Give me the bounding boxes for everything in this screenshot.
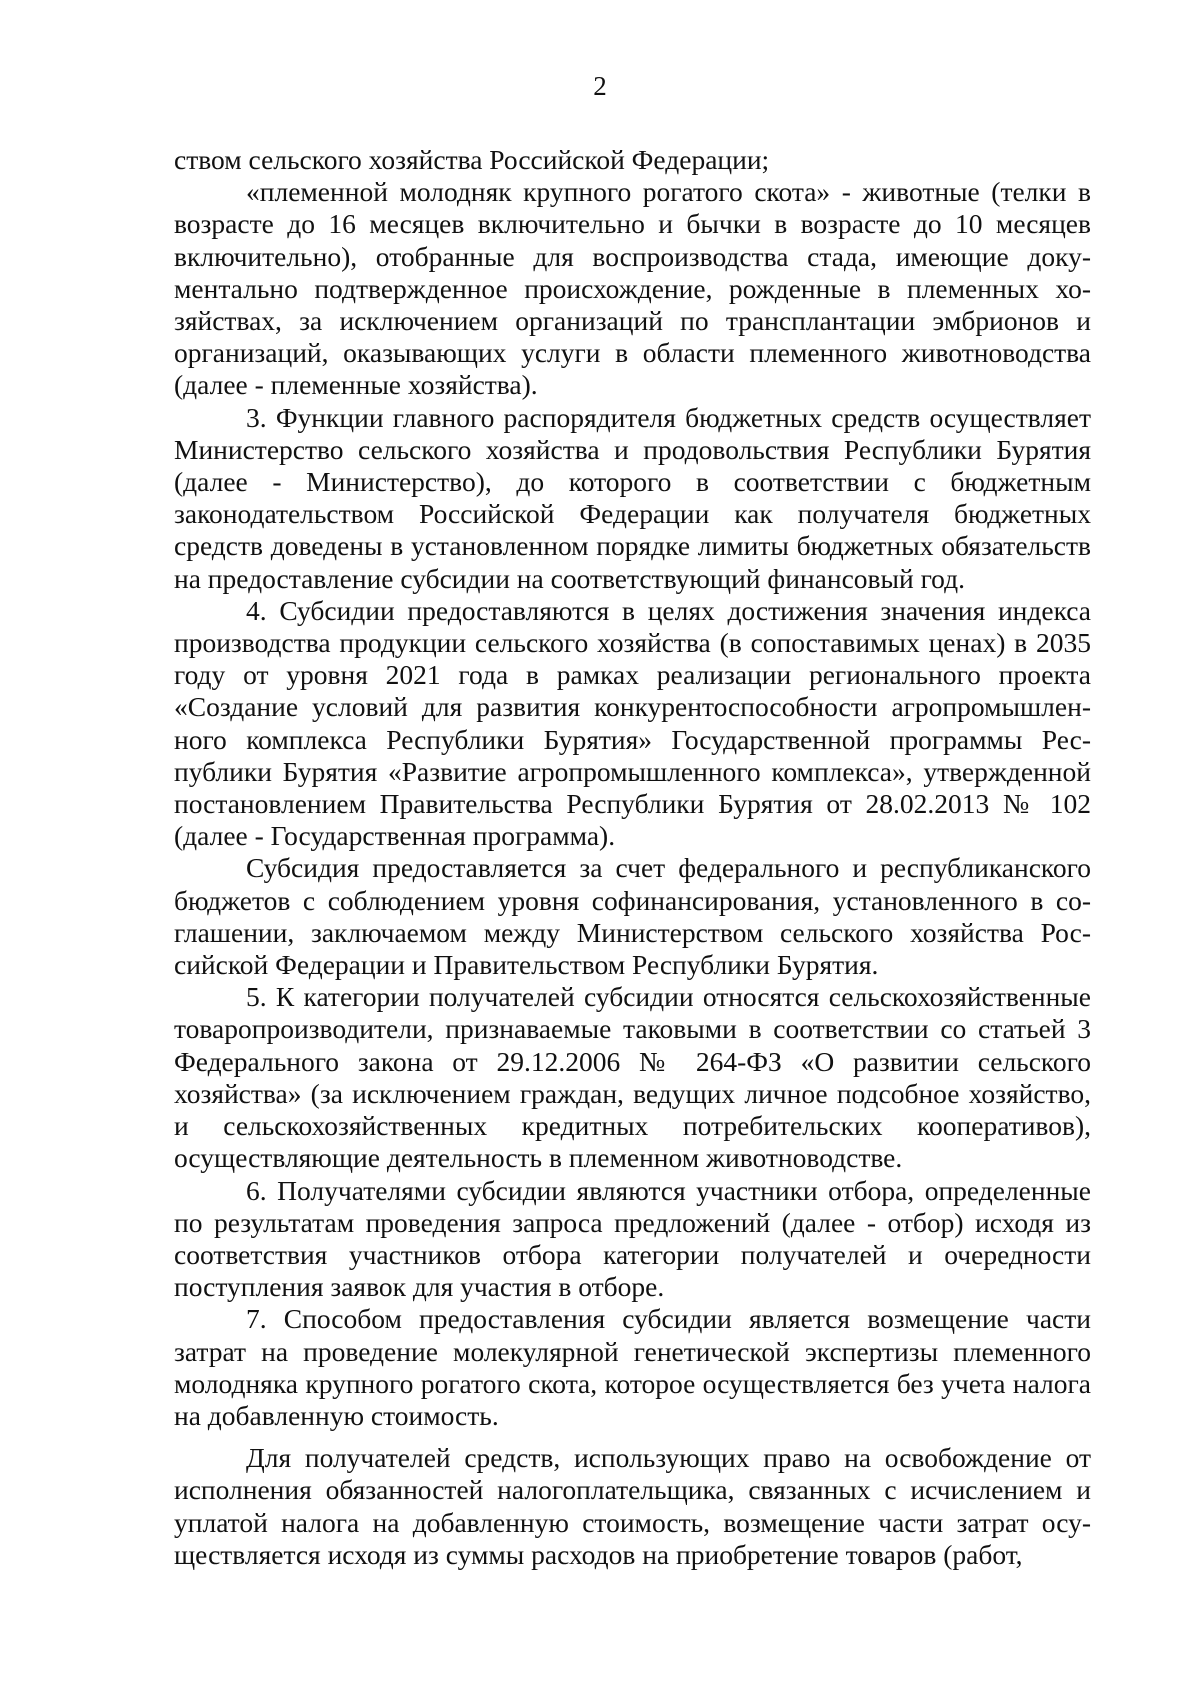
- page-number: 2: [593, 71, 607, 101]
- paragraph-definition-breeding-stock: «племенной молодняк крупного рогатого скота» - животные (телки в возрасте до 16 месяцев включительно и бычки в возрасте до 10 месяцев включительно), отобранные для воспроизводства стада, имеющие документально подтвержденное происхождение, рожденные в племенных хозяйствах, за исключением организаций по трансплантации эмбрионов и организаций, оказывающих услуги в области племенного животноводства (далее - племенные хозяйства).: [174, 176, 1091, 401]
- paragraph-vat-exempt: Для получателей средств, использующих право на освобождение от исполнения обязанностей налогоплательщика, связанных с исчислением и уплатой налога на добавленную стоимость, возмещение части затрат осуществляется исходя из суммы расходов на приобретение товаров (работ,: [174, 1442, 1091, 1570]
- document-body: [174, 144, 1091, 1571]
- paragraph-item-4: 4. Субсидии предоставляются в целях достижения значения индекса производства продукции сельского хозяйства (в сопоставимых ценах) в 2035 году от уровня 2021 года в рамках реализации регионального проекта «Создание условий для развития конкурентоспособности агропромышленного комплекса Республики Бурятия» Государственной программы Республики Бурятия «Развитие агропромышленного комплекса», утвержденной постановлением Правительства Республики Бурятия от 28.02.2013 № 102 (далее - Государственная программа).: [174, 594, 1091, 852]
- paragraph-item-3: 3. Функции главного распорядителя бюджетных средств осуществляет Министерство сельского хозяйства и продовольствия Республики Бурятия (далее - Министерство), до которого в соответствии с бюджетным законодательством Российской Федерации как получателя бюджетных средств доведены в установленном порядке лимиты бюджетных обязательств на предоставление субсидии на соответствующий финансовый год.: [174, 401, 1091, 594]
- paragraph-subsidy-funding: Субсидия предоставляется за счет федерального и республиканского бюджетов с соблюдением уровня софинансирования, установленного в соглашении, заключаемом между Министерством сельского хозяйства Российской Федерации и Правительством Республики Бурятия.: [174, 852, 1091, 981]
- paragraph-continuation: ством сельского хозяйства Российской Федерации;: [174, 144, 770, 175]
- paragraph-item-6: 6. Получателями субсидии являются участники отбора, определенные по результатам проведения запроса предложений (далее - отбор) исходя из соответствия участников отбора категории получателей и очередности поступления заявок для участия в отборе.: [174, 1174, 1091, 1303]
- paragraph-item-5: 5. К категории получателей субсидии относятся сельскохозяйственные товаропроизводители, признаваемые таковыми в соответствии со статьей 3 Федерального закона от 29.12.2006 № 264-ФЗ «О развитии сельского хозяйства» (за исключением граждан, ведущих личное подсобное хозяйство, и сельскохозяйственных кредитных потребительских кооперативов), осуществляющие деятельность в племенном животноводстве.: [174, 981, 1091, 1174]
- paragraph-item-7: 7. Способом предоставления субсидии является возмещение части затрат на проведение молекулярной генетической экспертизы племенного молодняка крупного рогатого скота, которое осуществляется без учета налога на добавленную стоимость.: [174, 1303, 1091, 1431]
